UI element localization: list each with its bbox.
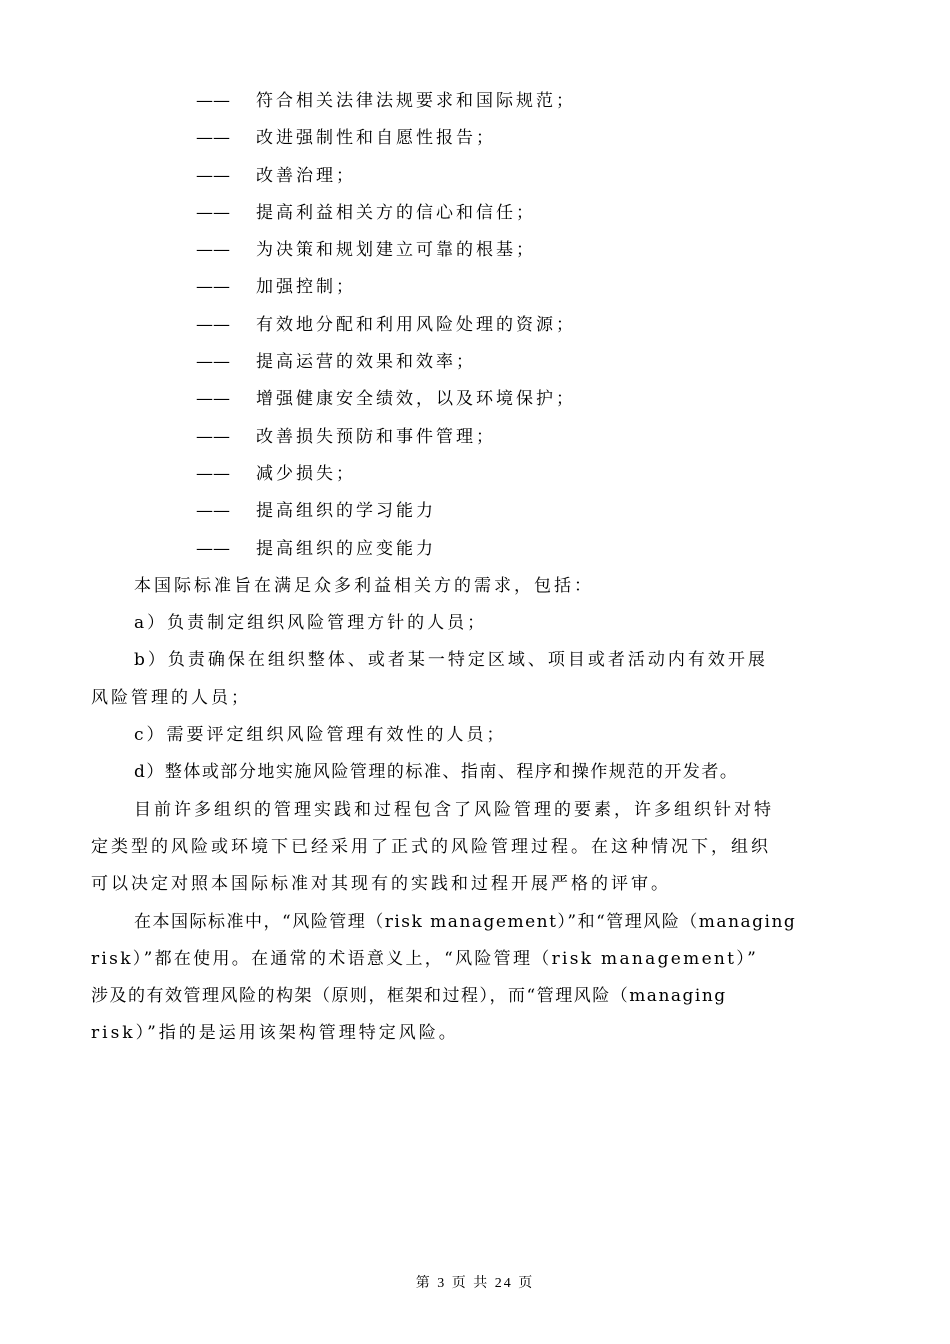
dash-mark: —— (196, 389, 230, 410)
bullet-item: —— 改进强制性和自愿性报告； (91, 120, 869, 157)
bullet-item: —— 提高运营的效果和效率； (91, 344, 869, 381)
dash-mark: —— (196, 128, 230, 149)
dash-mark: —— (196, 165, 230, 186)
paragraph-line: 可以决定对照本国际标准对其现有的实践和过程开展严格的评审。 (91, 874, 671, 895)
list-item-b-continued: 风险管理的人员； (91, 687, 251, 708)
bullet-item: —— 增强健康安全绩效，以及环境保护； (91, 381, 869, 418)
dash-mark: —— (196, 240, 230, 261)
dash-mark: —— (196, 277, 230, 298)
paragraph-line: 定类型的风险或环境下已经采用了正式的风险管理过程。在这种情况下，组织 (91, 836, 771, 857)
bullet-item: —— 为决策和规划建立可靠的根基； (91, 232, 869, 269)
paragraph-line: risk）”指的是运用该架构管理特定风险。 (91, 1023, 459, 1044)
paragraph-line: 涉及的有效管理风险的构架（原则，框架和过程），而“管理风险（managing (91, 986, 727, 1007)
document-body (91, 83, 869, 1053)
bullet-item: —— 提高组织的学习能力 (91, 493, 869, 530)
paragraph-line: risk）”都在使用。在通常的术语意义上，“风险管理（risk management）” (91, 948, 759, 969)
bullet-item: —— 改善治理； (91, 158, 869, 195)
paragraph-line: 目前许多组织的管理实践和过程包含了风险管理的要素，许多组织针对特 (134, 799, 774, 820)
bullet-item: —— 符合相关法律法规要求和国际规范； (91, 83, 869, 120)
dash-mark: —— (196, 501, 230, 522)
paragraph-line: 在本国际标准中，“风险管理（risk management）”和“管理风险（managing (134, 911, 797, 932)
bullet-item: —— 加强控制； (91, 269, 869, 306)
dash-mark: —— (196, 202, 230, 223)
dash-mark: —— (196, 463, 230, 484)
bullet-item: —— 改善损失预防和事件管理； (91, 419, 869, 456)
dash-mark: —— (196, 352, 230, 373)
dash-mark: —— (196, 538, 230, 559)
bullet-item: —— 提高利益相关方的信心和信任； (91, 195, 869, 232)
dash-mark: —— (196, 426, 230, 447)
page-number-footer: 第 3 页 共 24 页 (415, 1276, 535, 1291)
bullet-item: —— 提高组织的应变能力 (91, 531, 869, 568)
bullet-item: —— 减少损失； (91, 456, 869, 493)
list-item-c: c）需要评定组织风险管理有效性的人员； (134, 725, 507, 746)
list-item-a: a）负责制定组织风险管理方针的人员； (134, 613, 488, 634)
dash-mark: —— (196, 314, 230, 335)
bullet-item: —— 有效地分配和利用风险处理的资源； (91, 307, 869, 344)
list-item-d: d）整体或部分地实施风险管理的标准、指南、程序和操作规范的开发者。 (134, 762, 739, 783)
dash-mark: —— (196, 91, 230, 111)
list-item-b: b）负责确保在组织整体、或者某一特定区域、项目或者活动内有效开展 (134, 650, 768, 671)
stakeholders-intro: 本国际标准旨在满足众多利益相关方的需求，包括： (134, 575, 594, 596)
